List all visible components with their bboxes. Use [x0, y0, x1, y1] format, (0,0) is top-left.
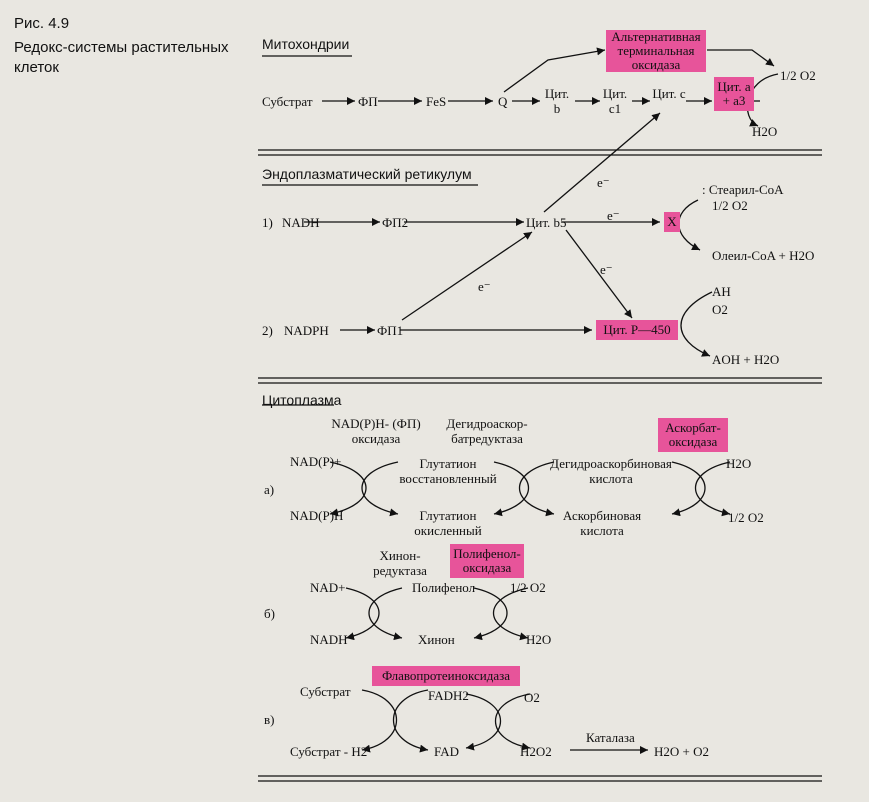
- quinone-reductase-label: Хинон-редуктаза: [373, 548, 427, 578]
- mito-substrate: Субстрат: [262, 94, 313, 109]
- mito-fes: FeS: [426, 94, 447, 109]
- arrow-fp1-b5: [402, 232, 532, 320]
- mito-q: Q: [498, 94, 508, 109]
- er-o2: O2: [712, 302, 728, 317]
- ascorbate-oxidase: Аскорбат-оксидаза: [658, 418, 728, 452]
- er-row2-num: 2): [262, 323, 273, 338]
- dehydroascorbate-reductase: Дегидроаскор-батредуктаза: [446, 416, 528, 446]
- c-substrate-h2: Субстрат - H2: [290, 744, 368, 759]
- ascorbic-acid: Аскорбиновая кислота: [562, 508, 642, 538]
- a-nadp-plus: NAD(P)+: [290, 454, 342, 469]
- er-aoh: AOH + H2O: [712, 352, 780, 367]
- er-half-o2: 1/2 O2: [712, 198, 748, 213]
- arrow-b5-p450: [566, 230, 632, 318]
- flavoprotein-oxidase: Флавопротеиноксидаза: [372, 666, 520, 686]
- section-cytoplasm: Цитоплазма: [262, 392, 342, 408]
- arrow-ah-aoh: [681, 292, 712, 356]
- glutathione-reduced: Глутатион восстановленный: [399, 456, 497, 486]
- er-x: X: [664, 212, 680, 232]
- arrow-b5-cytc: [544, 113, 660, 212]
- er-nadh: NADH: [282, 215, 320, 230]
- arrow-stearyl-oleyl: [679, 200, 700, 250]
- a-label: а): [264, 482, 275, 497]
- er-stearyl: : Стеарил-CoA: [702, 182, 784, 197]
- mito-cyt-aa3: Цит. a + a3: [714, 77, 754, 111]
- mito-half-o2: 1/2 O2: [780, 68, 816, 83]
- c-o2: O2: [524, 690, 540, 705]
- polyphenol-oxidase: Полифенол-оксидаза: [450, 544, 524, 578]
- mito-cyt-c: Цит. c: [652, 86, 686, 101]
- electron-label: e⁻: [597, 175, 610, 190]
- electron-label: e⁻: [607, 208, 620, 223]
- alt-terminal-oxidase: Альтернативная терминальная оксидаза: [606, 30, 706, 72]
- mito-h2o: H2O: [752, 124, 778, 139]
- a-h2o: H2O: [726, 456, 752, 471]
- electron-label: e⁻: [600, 262, 613, 277]
- mito-cyt-c1: Цит. c1: [602, 86, 628, 116]
- er-row1-num: 1): [262, 215, 273, 230]
- b-nadh: NADH: [310, 632, 348, 647]
- er-ah: AH: [712, 284, 731, 299]
- mito-fp: ФП: [358, 94, 378, 109]
- er-cyt-b5: Цит. b5: [526, 215, 567, 230]
- a-nadph: NAD(P)H: [290, 508, 344, 523]
- mito-cyt-b: Цит. b: [544, 86, 570, 116]
- section-er: Эндоплазматический ретикулум: [262, 166, 472, 182]
- c-fadh2: FADH2: [428, 688, 469, 703]
- b-quinone: Хинон: [418, 632, 455, 647]
- dehydroascorbic-acid: Дегидроаскорбиновая кислота: [550, 456, 672, 486]
- figure-number: Рис. 4.9: [14, 15, 70, 32]
- er-cyt-p450: Цит. P—450: [596, 320, 678, 340]
- b-label: б): [264, 606, 275, 621]
- electron-label: e⁻: [478, 279, 491, 294]
- v-label: в): [264, 712, 275, 727]
- b-polyphenol: Полифенол: [412, 580, 476, 595]
- figure-title: Редокс-системы растительных клеток: [14, 39, 229, 76]
- er-fp2: ФП2: [382, 215, 409, 230]
- section-mitochondria: Митохондрии: [262, 36, 350, 52]
- b-h2o: H2O: [526, 632, 552, 647]
- a-half-o2: 1/2 O2: [728, 510, 764, 525]
- catalase-label: Каталаза: [586, 730, 635, 745]
- c-final-products: H2O + O2: [654, 744, 709, 759]
- b-nad-plus: NAD+: [310, 580, 346, 595]
- er-nadph: NADPH: [284, 323, 329, 338]
- er-fp1: ФП1: [377, 323, 404, 338]
- c-h2o2: H2O2: [520, 744, 552, 759]
- glutathione-oxidized: Глутатион окисленный: [414, 508, 482, 538]
- c-fad: FAD: [434, 744, 460, 759]
- er-oleyl: Олеил-CoA + H2O: [712, 248, 815, 263]
- c-substrate: Субстрат: [300, 684, 351, 699]
- b-half-o2: 1/2 O2: [510, 580, 546, 595]
- nadph-oxidase-label: NAD(P)H- (ФП) оксидаза: [331, 416, 421, 446]
